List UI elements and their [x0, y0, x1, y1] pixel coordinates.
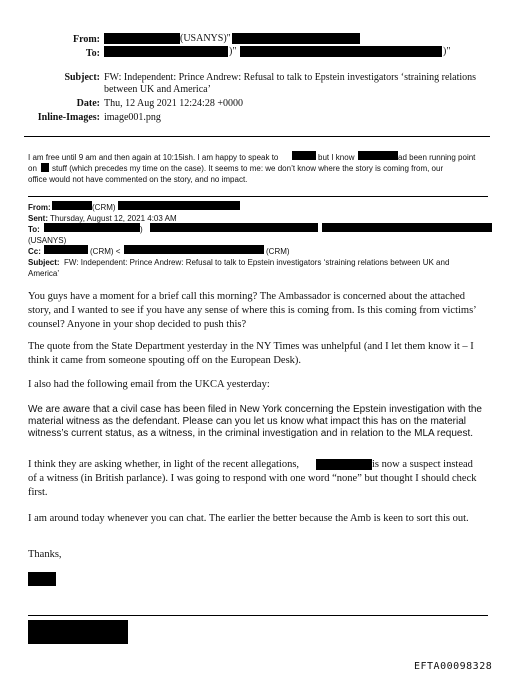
- inline-images-value: image001.png: [104, 112, 161, 123]
- reply-line-3: office would not have commented on the story, and no impact.: [28, 175, 248, 184]
- inline-images-label: Inline-Images:: [37, 112, 100, 123]
- fwd-sent-value: Thursday, August 12, 2021 4:03 AM: [50, 214, 177, 223]
- closing: Thanks,: [28, 549, 62, 560]
- redaction: [358, 151, 398, 160]
- redaction: [292, 151, 316, 160]
- redaction: [150, 223, 318, 232]
- redaction: [104, 46, 228, 57]
- paragraph-5: I am around today whenever you can chat. The earlier the better because the Amb is keen to sort this out.: [28, 513, 469, 524]
- fwd-cc-label: Cc:: [28, 247, 41, 256]
- redaction: [240, 46, 442, 57]
- reply-line-1b: but I know: [318, 153, 355, 162]
- paragraph-4b: is now a suspect instead: [372, 459, 473, 470]
- redaction: [44, 245, 88, 254]
- fwd-subject-label: Subject:: [28, 258, 60, 267]
- to-label: To:: [85, 48, 100, 59]
- reply-line-2a: on: [28, 164, 37, 173]
- reply-line-1c: ad been running point: [398, 153, 476, 162]
- reply-line-1a: I am free until 9 am and then again at 10:15ish. I am happy to speak to: [28, 153, 279, 162]
- subject-label: Subject:: [64, 72, 100, 83]
- redaction: [52, 201, 92, 210]
- fwd-cc-value-2: (CRM): [266, 247, 290, 256]
- paragraph-4a: I think they are asking whether, in light of the recent allegations,: [28, 459, 300, 470]
- fwd-from-value: (CRM): [92, 203, 116, 212]
- date-value: Thu, 12 Aug 2021 12:24:28 +0000: [104, 98, 243, 109]
- subject-line-1: FW: Independent: Prince Andrew: Refusal to talk to Epstein investigators ‘straining relations: [104, 72, 477, 83]
- fwd-to-value: ): [140, 225, 143, 234]
- redaction: [44, 223, 140, 232]
- redaction: [322, 223, 492, 232]
- reply-line-2b: stuff (which precedes my time on the case). It seems to me: we don’t know where the story is coming from, our: [52, 164, 444, 173]
- redaction: [124, 245, 264, 254]
- fwd-from-label: From:: [28, 203, 51, 212]
- footer-divider: [28, 615, 488, 616]
- ukca-quote: We are aware that a civil case has been filed in New York concerning the Epstein investigation with the material witness as the defendant. Please can you let us know what impact this has on the material witness’s current status, as a witness, in the criminal investigation and in relation to the MLA request.: [28, 404, 482, 439]
- redaction: [118, 201, 240, 210]
- header-divider: [24, 136, 490, 137]
- footer-redaction: [28, 620, 128, 644]
- to-value-2: )": [443, 46, 451, 57]
- paragraph-3: I also had the following email from the UKCA yesterday:: [28, 379, 270, 390]
- fwd-subject-line-1: FW: Independent: Prince Andrew: Refusal to talk to Epstein investigators ‘straining relations between UK and: [64, 258, 450, 267]
- from-value: (USANYS)": [180, 33, 231, 44]
- bates-number: EFTA00098328: [414, 661, 493, 672]
- to-value: )": [229, 46, 237, 57]
- fwd-sent-label: Sent:: [28, 214, 48, 223]
- subject-line-2: between UK and America’: [104, 84, 211, 95]
- redaction: [41, 163, 49, 172]
- redaction: [104, 33, 180, 44]
- date-label: Date:: [76, 98, 100, 109]
- redaction: [232, 33, 360, 44]
- paragraph-4c: of a witness (in British parlance). I was going to respond with one word “none” but thought I should check first.: [28, 473, 477, 498]
- forward-divider: [28, 196, 488, 197]
- redaction: [316, 459, 372, 470]
- fwd-to-label: To:: [28, 225, 40, 234]
- fwd-to-cont: (USANYS): [28, 236, 67, 245]
- from-label: From:: [72, 34, 100, 45]
- paragraph-1: You guys have a moment for a brief call this morning? The Ambassador is concerned about the attached story, and I wanted to see if you have any sense of where this is coming from. Is this coming from victims’ counsel? Anyone in your shop decided to push this?: [28, 291, 476, 330]
- signature-redaction: [28, 572, 56, 586]
- fwd-subject-line-2: America’: [28, 269, 60, 278]
- paragraph-2: The quote from the State Department yesterday in the NY Times was unhelpful (and I let them know it – I think it came from someone spouting off on the European Desk).: [28, 341, 474, 366]
- fwd-cc-value-1: (CRM) <: [90, 247, 121, 256]
